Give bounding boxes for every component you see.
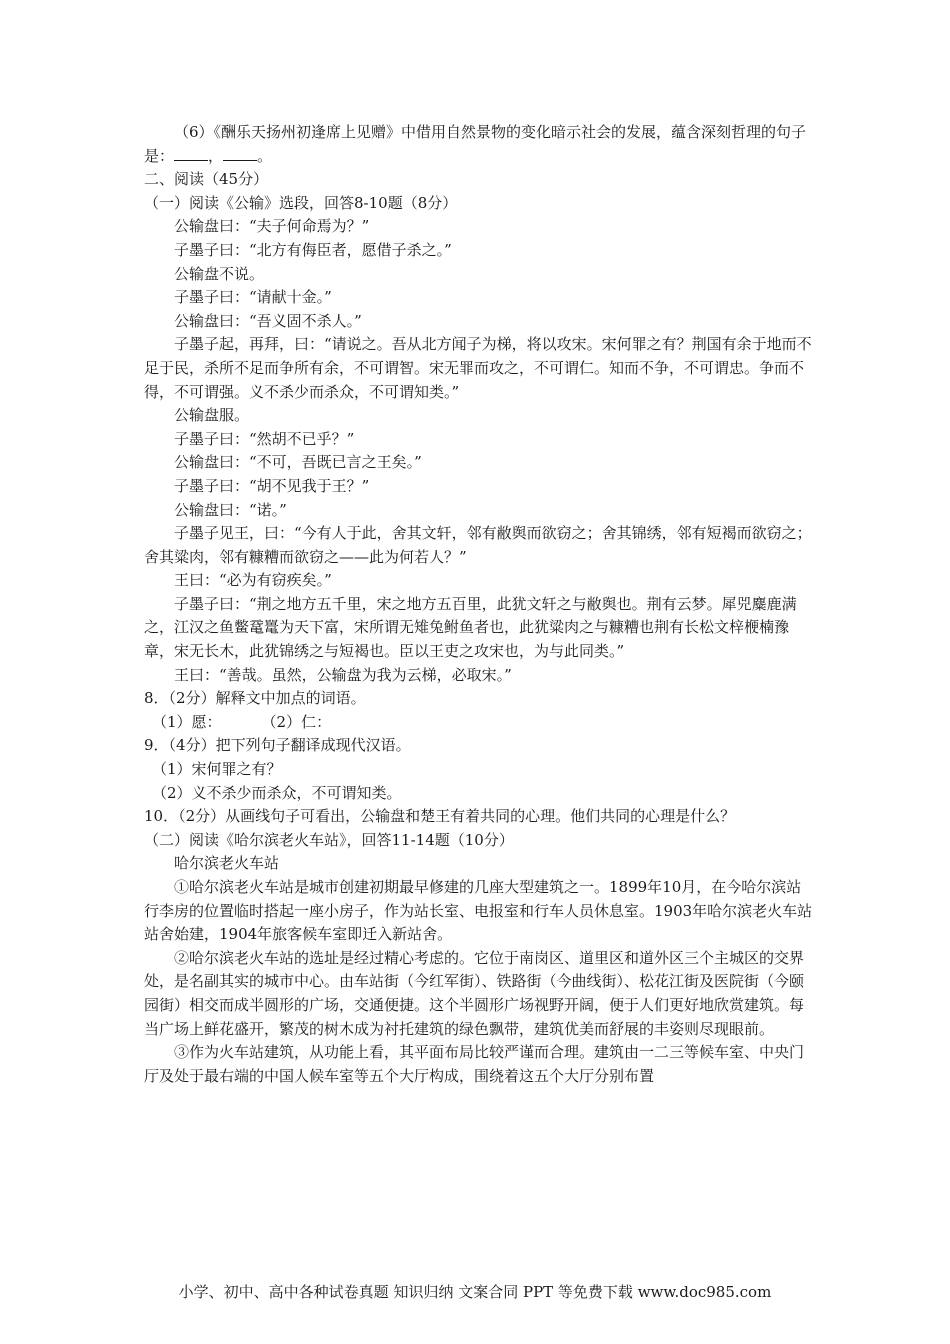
question-9-item-1: （1）宋何罪之有？: [152, 760, 282, 779]
article-paragraph: ③作为火车站建筑，从功能上看，其平面布局比较严谨而合理。建筑由一二三等候车室、中央门厅及处于最右端的中国人候车室等五个大厅构成，围绕着这五个大厅分别布置: [144, 1043, 805, 1085]
part-1-heading: （一）阅读《公输》选段，回答8-10题（8分）: [144, 193, 458, 212]
passage-line: 子墨子见王，曰：“今有人于此，舍其文轩，邻有敝舆而欲窃之；舍其锦绣，邻有短褐而欲窃之；舍其粱肉，邻有糠糟而欲窃之——此为何若人？”: [144, 524, 812, 566]
passage-line: 公输盘不说。: [174, 264, 265, 283]
passage-line: 子墨子曰：“请献十金。”: [174, 288, 332, 307]
passage-line: 子墨子曰：“荆之地方五千里，宋之地方五百里，此犹文轩之与敝舆也。荆有云梦。犀兕麋鹿满之，江汉之鱼鳖鼋鼍为天下富，宋所谓无雉兔鲋鱼者也，此犹粱肉之与糠糟也荆有长松文梓楩楠豫章，宋无长木，此犹锦绣之与短褐也。臣以王吏之攻宋也，为与此同类。”: [144, 594, 797, 661]
passage-line: 公输盘曰：“夫子何命焉为？”: [174, 217, 370, 236]
article-paragraph: ①哈尔滨老火车站是城市创建初期最早修建的几座大型建筑之一。1899年10月，在今哈尔滨站行李房的位置临时搭起一座小房子，作为站长室、电报室和行车人员休息室。1903年哈尔滨老火车站站舍始建，1904年旅客候车室即迁入新站舍。: [144, 878, 813, 944]
document-body: [144, 121, 814, 1088]
question-8-items: （1）愿： （2）仁：: [152, 712, 332, 731]
question-9: 9．（4分）把下列句子翻译成现代汉语。: [144, 736, 411, 755]
page-footer: 小学、初中、高中各种试卷真题 知识归纳 文案合同 PPT 等免费下载 www.doc985.com: [178, 1283, 772, 1301]
passage-line: 公输盘曰：“诺。”: [174, 500, 287, 519]
article-paragraph: ②哈尔滨老火车站的选址是经过精心考虑的。它位于南岗区、道里区和道外区三个主城区的交界处，是名副其实的城市中心。由车站街（今红军街）、铁路街（今曲线街）、松花江街及医院街（今颐园街）相交而成半圆形的广场，交通便捷。这个半圆形广场视野开阔，便于人们更好地欣赏建筑。每当广场上鲜花盛开，繁茂的树木成为衬托建筑的绿色飘带，建筑优美而舒展的丰姿则尽现眼前。: [144, 948, 805, 1038]
passage-line: 子墨子起，再拜，曰：“请说之。吾从北方闻子为梯，将以攻宋。宋何罪之有？荆国有余于地而不足于民，杀所不足而争所有余，不可谓智。宋无罪而攻之，不可谓仁。知而不争，不可谓忠。争而不得，不可谓强。义不杀少而杀众，不可谓知类。”: [144, 335, 812, 401]
question-8: 8．（2分）解释文中加点的词语。: [144, 689, 366, 708]
section-2-heading: 二、阅读（45分）: [144, 170, 269, 189]
question-9-item-2: （2）义不杀少而杀众，不可谓知类。: [152, 783, 402, 802]
passage-line: 子墨子曰：“北方有侮臣者，愿借子杀之。”: [174, 240, 452, 259]
passage-line: 公输盘曰：“不可，吾既已言之王矣。”: [174, 453, 422, 472]
answer-blank-2[interactable]: [223, 146, 257, 161]
part-2-heading: （二）阅读《哈尔滨老火车站》，回答11-14题（10分）: [144, 830, 514, 849]
answer-blank-1[interactable]: [174, 146, 208, 161]
passage-line: 王曰：“必为有窃疾矣。”: [174, 571, 332, 590]
article-title: 哈尔滨老火车站: [174, 854, 280, 873]
passage-line: 公输盘服。: [174, 406, 250, 425]
passage-line: 子墨子曰：“胡不见我于王？”: [174, 476, 370, 495]
passage-line: 王曰：“善哉。虽然，公输盘为我为云梯，必取宋。”: [174, 665, 512, 684]
question-6: （6）《酬乐天扬州初逢席上见赠》中借用自然景物的变化暗示社会的发展，蕴含深刻哲理的句子是： ， 。: [144, 123, 807, 165]
passage-line: 公输盘曰：“吾义固不杀人。”: [174, 311, 362, 330]
passage-line: 子墨子曰：“然胡不已乎？”: [174, 429, 355, 448]
question-10: 10．（2分）从画线句子可看出，公输盘和楚王有着共同的心理。他们共同的心理是什么？: [144, 807, 736, 826]
